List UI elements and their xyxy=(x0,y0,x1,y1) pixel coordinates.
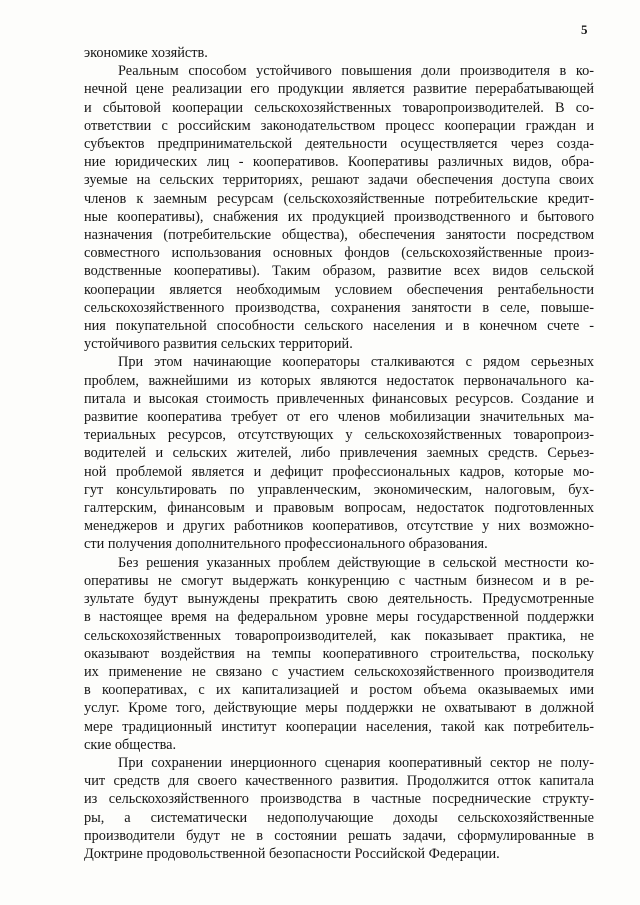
text-line: их применение не связано с участием сельскохозяйственного производителя xyxy=(84,663,594,680)
text-line: и сбытовой кооперации сельскохозяйственных товаропроизводителей. В со- xyxy=(84,99,594,116)
paragraph xyxy=(84,353,594,553)
text-line: галтерским, финансовым и правовым вопросам, недостаток подготовленных xyxy=(84,500,594,517)
text-line: оперативы не смогут выдержать конкуренцию с частным бизнесом и в ре- xyxy=(84,572,594,589)
text-line: членов к заемным ресурсам (сельскохозяйственные потребительские кредит- xyxy=(84,190,594,207)
text-line: сти получения дополнительного профессионального образования. xyxy=(84,536,488,553)
document-body xyxy=(84,44,594,863)
text-line: услуг. Кроме того, действующие меры поддержки не охватывают в должной xyxy=(84,700,594,717)
paragraph xyxy=(84,754,594,863)
text-line: в настоящее время на федеральном уровне меры государственной поддержки xyxy=(84,609,594,626)
text-line: проблем, важнейшими из которых являются недостаток первоначального ка- xyxy=(84,372,594,389)
text-line: производители будут не в состоянии решать задачи, сформулированные в xyxy=(84,827,594,844)
text-line: При сохранении инерционного сценария кооперативный сектор не полу- xyxy=(118,754,594,771)
text-line: ной проблемой является и дефицит профессиональных кадров, которые мо- xyxy=(84,463,594,480)
text-line: зультате будут вынуждены прекратить свою деятельность. Предусмотренные xyxy=(84,591,594,608)
text-line: субъектов предпринимательской деятельности осуществляется через созда- xyxy=(84,136,594,153)
text-line: гут консультировать по управленческим, экономическим, налоговым, бух- xyxy=(84,481,594,498)
text-line: совместного использования основных фондов (сельскохозяйственные произ- xyxy=(84,245,594,262)
text-line: ры, а систематически недополучающие доходы сельскохозяйственные xyxy=(84,809,594,826)
text-line: ские общества. xyxy=(84,736,177,753)
text-line: назначения (потребительские общества), обеспечения занятости посредством xyxy=(84,227,594,244)
text-line: питала и высокая стоимость привлеченных финансовых ресурсов. Создание и xyxy=(84,390,594,407)
text-line: Доктрине продовольственной безопасности Российской Федерации. xyxy=(84,845,500,862)
page-number: 5 xyxy=(581,22,588,37)
text-line: устойчивого развития сельских территорий. xyxy=(84,336,353,353)
text-line: сельскохозяйственного производства, сохранения занятости в селе, повыше- xyxy=(84,299,594,316)
text-line: ные кооперативы), снабжения их продукцией производственного и бытового xyxy=(84,208,594,225)
text-line: менеджеров и других работников кооперативов, отсутствие у них возможно- xyxy=(84,518,594,535)
text-line: Реальным способом устойчивого повышения доли производителя в ко- xyxy=(118,63,594,80)
text-line: чит средств для своего качественного развития. Продолжится отток капитала xyxy=(84,773,594,790)
text-line: Без решения указанных проблем действующие в сельской местности ко- xyxy=(118,554,594,571)
paragraph xyxy=(84,62,594,353)
paragraph xyxy=(84,554,594,754)
text-line: сельскохозяйственных товаропроизводителей, как показывает практика, не xyxy=(84,627,594,644)
text-line: кооперации является необходимым условием обеспечения рентабельности xyxy=(84,281,594,298)
text-line: мере традиционный институт кооперации населения, такой как потребитель- xyxy=(84,718,594,735)
text-line: в кооперативах, с их капитализацией и ростом объема оказываемых ими xyxy=(84,682,594,699)
paragraph xyxy=(84,44,594,62)
text-line: оказывают воздействия на темпы кооперативного строительства, поскольку xyxy=(84,645,594,662)
text-line: нечной цене реализации его продукции является развитие перерабатывающей xyxy=(84,81,594,98)
text-line: экономике хозяйств. xyxy=(84,45,208,61)
text-line: ответствии с российским законодательством процесс кооперации граждан и xyxy=(84,117,594,134)
text-line: зуемые на сельских территориях, решают задачи обеспечения доступа своих xyxy=(84,172,594,189)
text-line: ния покупательной способности сельского населения и в конечном счете - xyxy=(84,318,594,335)
text-line: ние юридических лиц - кооперативов. Кооперативы различных видов, обра- xyxy=(84,154,594,171)
text-line: водителей и сельских жителей, либо привлечения заемных средств. Серьез- xyxy=(84,445,594,462)
text-line: развитие кооператива требует от его членов мобилизации значительных ма- xyxy=(84,409,594,426)
text-line: водственные кооперативы). Таким образом, развитие всех видов сельской xyxy=(84,263,594,280)
text-line: из сельскохозяйственного производства в частные посреднические структу- xyxy=(84,791,594,808)
text-line: териальных ресурсов, отсутствующих у сельскохозяйственных товаропроиз- xyxy=(84,427,594,444)
text-line: При этом начинающие кооператоры сталкиваются с рядом серьезных xyxy=(118,354,594,371)
